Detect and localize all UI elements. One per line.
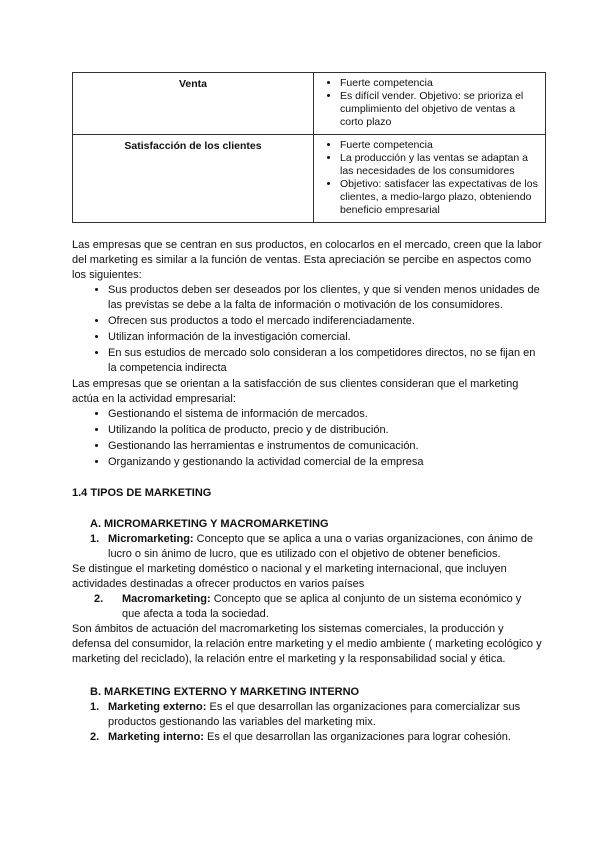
numbered-item <box>72 730 542 745</box>
subsection-title: A. MICROMARKETING Y MACROMARKETING <box>90 518 329 530</box>
item-text: Es el que desarrollan las organizaciones para comercializar sus productos gestionando las variables del marketing mix. <box>108 701 521 728</box>
list-item: • Utilizan información de la investigación comercial. <box>108 330 542 345</box>
bullet-list <box>72 407 542 470</box>
comparison-table <box>72 72 546 223</box>
table-content-cell <box>314 135 546 223</box>
list-item: • Fuerte competencia <box>340 139 539 152</box>
table-row <box>73 135 546 223</box>
list-item: • Utilizando la política de producto, precio y de distribución. <box>108 423 542 438</box>
section-title: 1.4 TIPOS DE MARKETING <box>72 487 212 499</box>
item-term: Marketing externo: <box>108 701 207 713</box>
item-number: 1. <box>90 533 100 545</box>
list-item: • La producción y las ventas se adaptan a las necesidades de los consumidores <box>340 152 539 178</box>
item-number: 2. <box>90 731 100 743</box>
list-item: • Gestionando el sistema de información de mercados. <box>108 407 542 422</box>
paragraph: Las empresas que se orientan a la satisfacción de sus clientes consideran que el marketing actúa en la actividad empresarial: <box>72 378 519 405</box>
list-item: • Sus productos deben ser deseados por los clientes, y que si venden menos unidades de las previstas se debe a la falta de información o motivación de los consumidores. <box>108 283 542 313</box>
item-number: 1. <box>90 701 100 713</box>
item-text: Concepto que se aplica a una o varias organizaciones, con ánimo de lucro o sin ánimo de lucro, que es utilizado con el objetivo de obtener beneficios. <box>108 533 533 560</box>
body-text <box>72 238 542 745</box>
subsection-title: B. MARKETING EXTERNO Y MARKETING INTERNO <box>90 686 360 698</box>
bullet-list <box>72 283 542 376</box>
list-item: • Gestionando las herramientas e instrumentos de comunicación. <box>108 439 542 454</box>
table-content-cell <box>314 73 546 135</box>
item-term: Marketing interno: <box>108 731 204 743</box>
list-item: • Objetivo: satisfacer las expectativas de los clientes, a medio-largo plazo, obteniendo beneficio empresarial <box>340 178 539 217</box>
item-text: Es el que desarrollan las organizaciones para lograr cohesión. <box>203 731 511 743</box>
item-term: Macromarketing: <box>122 593 211 605</box>
table-label-cell: Satisfacción de los clientes <box>73 135 314 223</box>
list-item: • Fuerte competencia <box>340 77 539 90</box>
list-item: • Es difícil vender. Objetivo: se prioriza el cumplimiento del objetivo de ventas a corto plazo <box>340 90 539 129</box>
numbered-item <box>72 532 542 562</box>
list-item: • Ofrecen sus productos a todo el mercado indiferenciadamente. <box>108 314 542 329</box>
table-row <box>73 73 546 135</box>
numbered-item <box>72 700 542 730</box>
numbered-item <box>72 592 542 622</box>
paragraph: Las empresas que se centran en sus productos, en colocarlos en el mercado, creen que la labor del marketing es similar a la función de ventas. Esta apreciación se percibe en aspectos como los siguientes: <box>72 239 542 281</box>
table-label-cell: Venta <box>73 73 314 135</box>
list-item: • Organizando y gestionando la actividad comercial de la empresa <box>108 455 542 470</box>
paragraph: Son ámbitos de actuación del macromarketing los sistemas comerciales, la producción y defensa del consumidor, la relación entre marketing y el medio ambiente ( marketing ecológico y marketing del reciclado), la relación entre el marketing y la responsabilidad social y ética. <box>72 623 542 665</box>
paragraph: Se distingue el marketing doméstico o nacional y el marketing internacional, que incluyen actividades destinadas a ofrecer productos en varios países <box>72 563 507 590</box>
list-item: • En sus estudios de mercado solo consideran a los competidores directos, no se fijan en la competencia indirecta <box>108 346 542 376</box>
item-number: 2. <box>94 593 104 605</box>
item-text: Concepto que se aplica al conjunto de un sistema económico y que afecta a toda la sociedad. <box>122 593 522 620</box>
item-term: Micromarketing: <box>108 533 194 545</box>
